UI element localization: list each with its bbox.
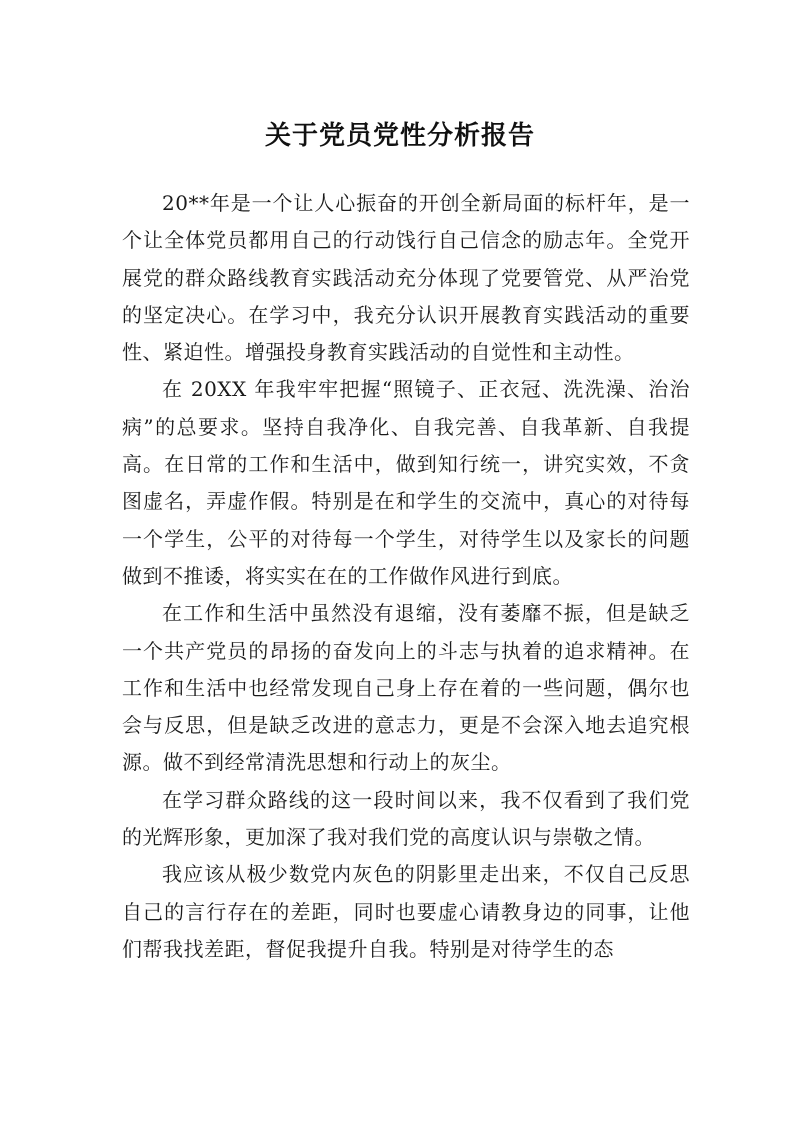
document-title: 关于党员党性分析报告: [264, 121, 535, 152]
paragraph: 在工作和生活中虽然没有退缩，没有萎靡不振，但是缺乏一个共产党员的昂扬的奋发向上的斗志与执着的追求精神。在工作和生活中也经常发现自己身上存在着的一些问题，偶尔也会与反思，但是缺乏改进的意志力，更是不会深入地去追究根源。做不到经常清洗思想和行动上的灰尘。: [122, 601, 690, 775]
paragraph: 我应该从极少数党内灰色的阴影里走出来，不仅自己反思自己的言行存在的差距，同时也要虚心请教身边的同事，让他们帮我找差距，督促我提升自我。特别是对待学生的态: [122, 862, 690, 961]
paragraph: 在 20XX 年我牢牢把握“照镜子、正衣冠、洗洗澡、治治病”的总要求。坚持自我净化、自我完善、自我革新、自我提高。在日常的工作和生活中，做到知行统一，讲究实效，不贪图虚名，弄虚作假。特别是在和学生的交流中，真心的对待每一个学生，公平的对待每一个学生，对待学生以及家长的问题做到不推诿，将实实在在的工作做作风进行到底。: [122, 377, 690, 588]
paragraph: 20**年是一个让人心振奋的开创全新局面的标杆年，是一个让全体党员都用自己的行动饯行自己信念的励志年。全党开展党的群众路线教育实践活动充分体现了党要管党、从严治党的坚定决心。在学习中，我充分认识开展教育实践活动的重要性、紧迫性。增强投身教育实践活动的自觉性和主动性。: [122, 191, 690, 365]
paragraph: 在学习群众路线的这一段时间以来，我不仅看到了我们党的光辉形象，更加深了我对我们党的高度认识与崇敬之情。: [122, 787, 690, 850]
document-body: [122, 185, 690, 968]
